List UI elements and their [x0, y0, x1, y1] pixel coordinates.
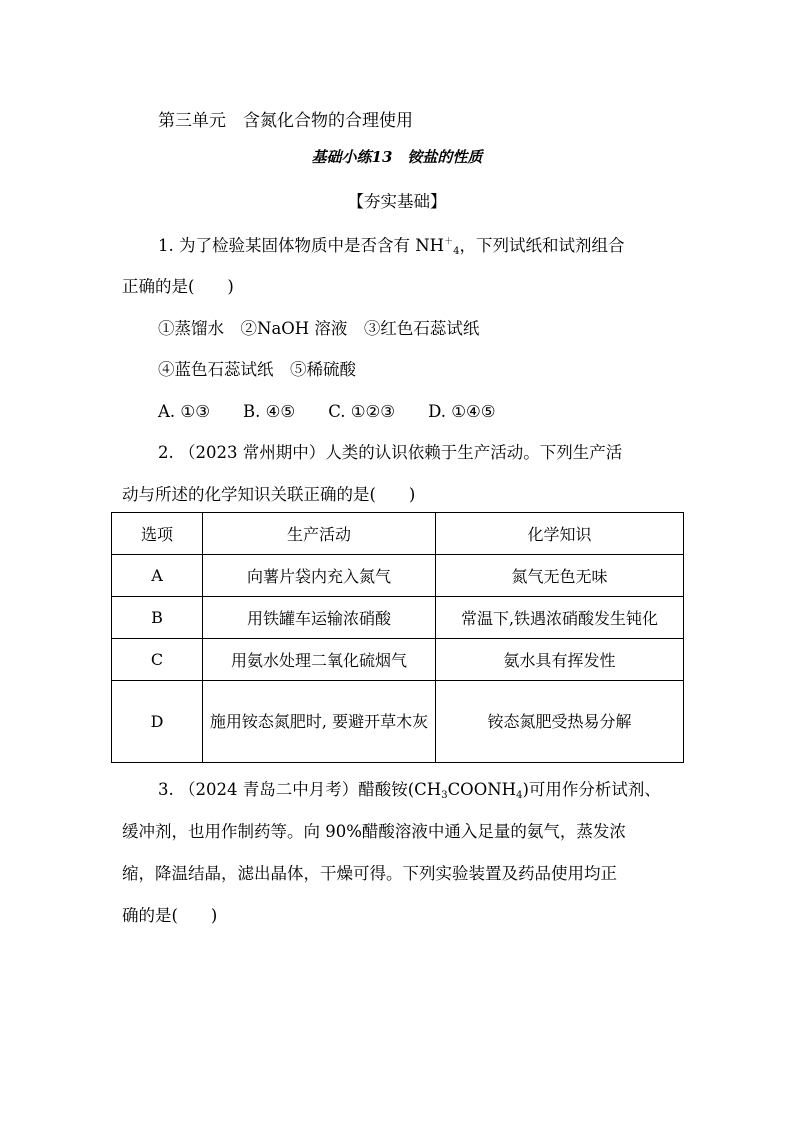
table-header-knowledge: 化学知识 — [436, 513, 684, 555]
table-header-option: 选项 — [112, 513, 203, 555]
q3-stem-line2: 缓冲剂，也用作制药等。向 90%醋酸溶液中通入足量的氨气，蒸发浓 — [122, 822, 626, 841]
lesson-title: 基础小练13 铵盐的性质 — [311, 148, 483, 166]
q1-stem-line2: 正确的是( ) — [122, 277, 234, 296]
q3-stem-line3: 缩，降温结晶，滤出晶体，干燥可得。下列实验装置及药品使用均正 — [122, 864, 617, 883]
table-cell-activity: 用氨水处理二氧化硫烟气 — [203, 639, 436, 681]
table-cell-knowledge: 氮气无色无味 — [436, 555, 684, 597]
unit-title: 第三单元 含氮化合物的合理使用 — [158, 111, 413, 131]
table-cell-activity: 施用铵态氮肥时, 要避开草木灰 — [203, 681, 436, 763]
table-cell-knowledge: 氨水具有挥发性 — [436, 639, 684, 681]
table-row — [112, 597, 684, 639]
table-cell-knowledge: 铵态氮肥受热易分解 — [436, 681, 684, 763]
ammonium-subscript: 4 — [453, 246, 460, 257]
table-row — [112, 555, 684, 597]
table-cell-knowledge: 常温下,铁遇浓硝酸发生钝化 — [436, 597, 684, 639]
table-row — [112, 681, 684, 763]
formula-subscript: 3 — [441, 790, 448, 801]
q1-items-line2: ④蓝色石蕊试纸 ⑤稀硫酸 — [158, 360, 356, 379]
table-cell-option: D — [112, 681, 203, 763]
table-cell-activity: 向薯片袋内充入氮气 — [203, 555, 436, 597]
q3-stem-line1: 3. （2024 青岛二中月考）醋酸铵$(CH_3COONH_4)$可用作分析试剂、 — [158, 780, 661, 801]
table-cell-option: B — [112, 597, 203, 639]
q1-stem-line1: 1. 为了检验某固体物质中是否含有 $NH^+_4$，下列试纸和试剂组合 — [158, 236, 625, 257]
q3-stem-line4: 确的是( ) — [122, 906, 218, 925]
q2-stem-line1: 2. （2023 常州期中）人类的认识依赖于生产活动。下列生产活 — [158, 443, 623, 462]
table-cell-activity: 用铁罐车运输浓硝酸 — [203, 597, 436, 639]
q2-stem-line2: 动与所述的化学知识关联正确的是( ) — [122, 485, 416, 504]
ammonium-charge: ＋ — [444, 237, 454, 247]
section-title: 【夯实基础】 — [347, 192, 447, 211]
q1-items-line1: ①蒸馏水 ②NaOH 溶液 ③红色石蕊试纸 — [158, 319, 480, 338]
q1-options: A. ①③ B. ④⑤ C. ①②③ D. ①④⑤ — [158, 402, 496, 421]
table-row — [112, 639, 684, 681]
formula-subscript: 4 — [516, 790, 523, 801]
q2-table — [111, 512, 684, 763]
table-cell-option: A — [112, 555, 203, 597]
table-cell-option: C — [112, 639, 203, 681]
table-header-row — [112, 513, 684, 555]
table-header-activity: 生产活动 — [203, 513, 436, 555]
